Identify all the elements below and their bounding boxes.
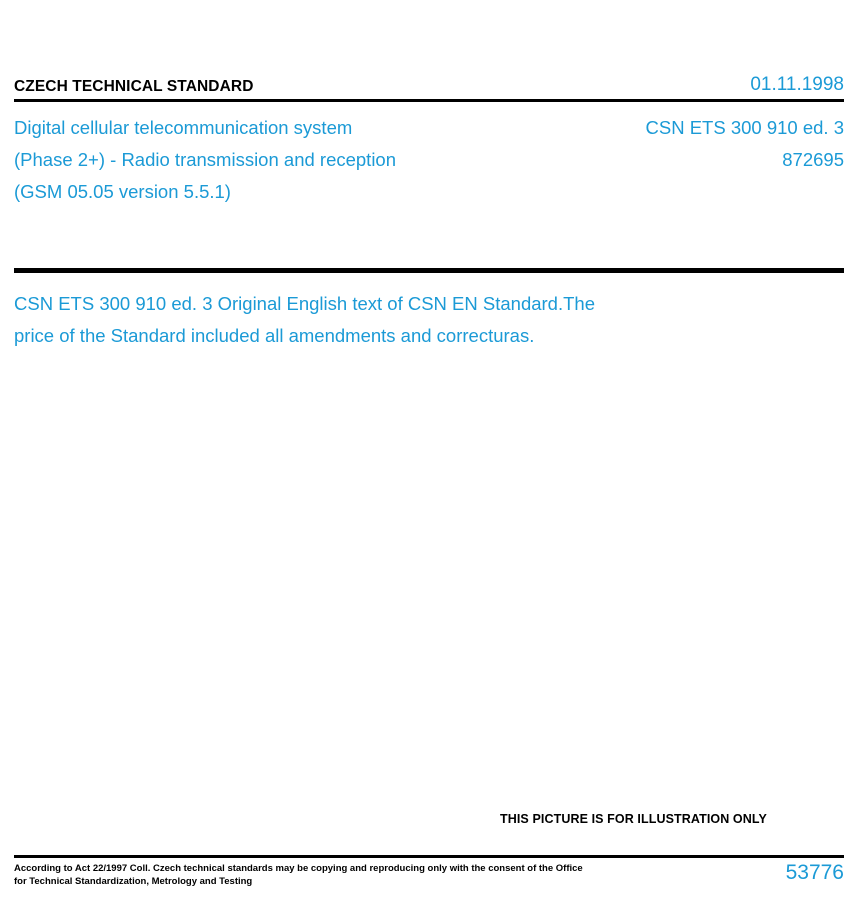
section-divider <box>14 268 844 273</box>
document-number: 53776 <box>785 861 844 884</box>
standard-title <box>14 112 534 208</box>
header-divider <box>14 99 844 102</box>
publication-date: 01.11.1998 <box>750 74 844 95</box>
standard-code: CSN ETS 300 910 ed. 3 <box>645 117 844 138</box>
title-block <box>14 112 844 208</box>
standard-identifier <box>544 112 844 176</box>
copyright-text <box>14 862 614 888</box>
scan-artifact <box>340 780 365 795</box>
copyright-line: According to Act 22/1997 Coll. Czech technical standards may be copying and reproducing only with the consent of the Office <box>14 863 583 874</box>
title-line: (Phase 2+) - Radio transmission and reception <box>14 149 397 170</box>
standard-note <box>14 288 814 352</box>
title-line: (GSM 05.05 version 5.5.1) <box>14 181 231 202</box>
document-header <box>14 66 844 94</box>
document-type-label: CZECH TECHNICAL STANDARD <box>14 77 254 95</box>
scan-artifact <box>50 364 75 379</box>
note-line: price of the Standard included all amendments and correcturas. <box>14 325 535 346</box>
copyright-line: for Technical Standardization, Metrology and Testing <box>14 876 253 887</box>
title-line: Digital cellular telecommunication system <box>14 117 353 138</box>
document-footer <box>14 862 844 888</box>
catalog-number: 872695 <box>782 149 844 170</box>
note-line: CSN ETS 300 910 ed. 3 Original English text of CSN EN Standard.The <box>14 293 595 314</box>
illustration-notice: THIS PICTURE IS FOR ILLUSTRATION ONLY <box>500 812 767 826</box>
footer-divider <box>14 855 844 858</box>
